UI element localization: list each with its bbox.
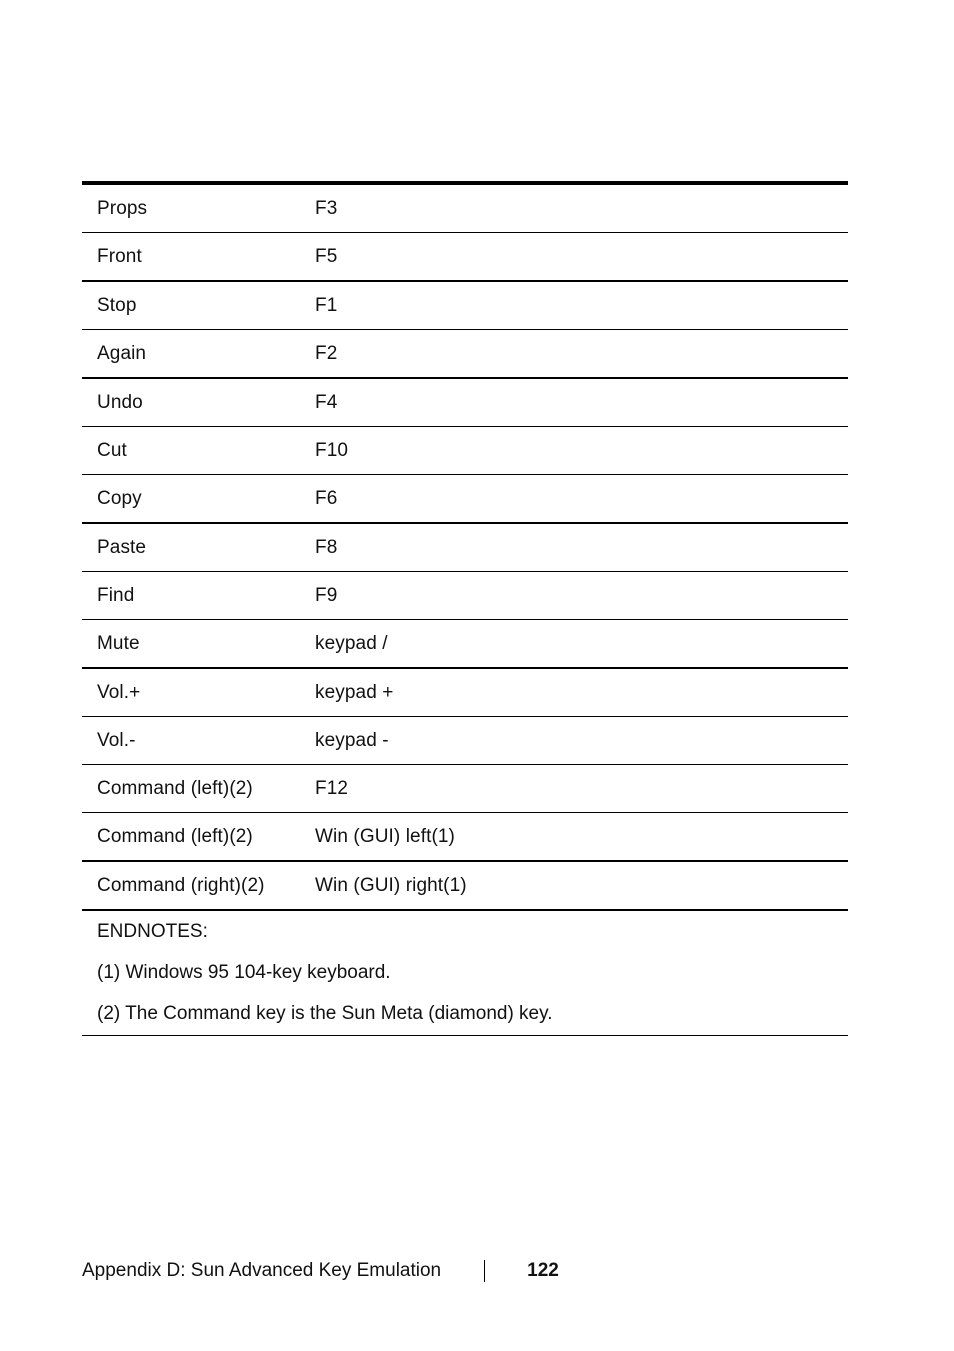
table-row (82, 669, 848, 717)
table-row (82, 282, 848, 330)
footer-separator (484, 1260, 485, 1282)
mapped-key-cell: Win (GUI) right(1) (315, 874, 467, 896)
page-footer (82, 1259, 559, 1283)
sun-key-cell: Again (97, 342, 147, 364)
mapped-key-cell: F9 (315, 584, 338, 606)
key-mapping-table (82, 181, 848, 1036)
mapped-key-cell: Win (GUI) left(1) (315, 825, 455, 847)
endnotes-heading: ENDNOTES: (97, 921, 208, 942)
sun-key-cell: Stop (97, 294, 137, 316)
mapped-key-cell: keypad / (315, 632, 388, 654)
mapped-key-cell: F2 (315, 342, 338, 364)
sun-key-cell: Vol.+ (97, 681, 141, 703)
mapped-key-cell: F8 (315, 536, 338, 558)
mapped-key-cell: F10 (315, 439, 349, 461)
sun-key-cell: Command (left)(2) (97, 777, 253, 799)
sun-key-cell: Front (97, 245, 142, 267)
table-row (82, 813, 848, 862)
table-row (82, 330, 848, 379)
endnotes-section (82, 911, 848, 1036)
sun-key-cell: Command (left)(2) (97, 825, 253, 847)
sun-key-cell: Cut (97, 439, 127, 461)
table-row (82, 379, 848, 427)
mapped-key-cell: keypad + (315, 681, 394, 703)
mapped-key-cell: F4 (315, 391, 338, 413)
mapped-key-cell: F12 (315, 777, 349, 799)
mapped-key-cell: keypad - (315, 729, 389, 751)
table-row (82, 233, 848, 282)
footer-section-title: Appendix D: Sun Advanced Key Emulation (82, 1260, 442, 1281)
mapped-key-cell: F3 (315, 197, 338, 219)
page-number: 122 (527, 1260, 559, 1281)
table-row (82, 717, 848, 765)
endnote-item: (2) The Command key is the Sun Meta (diamond) key. (97, 1003, 553, 1024)
table-row (82, 185, 848, 233)
sun-key-cell: Find (97, 584, 135, 606)
sun-key-cell: Mute (97, 632, 140, 654)
table-row (82, 572, 848, 620)
sun-key-cell: Props (97, 197, 148, 219)
table-row (82, 620, 848, 669)
mapped-key-cell: F5 (315, 245, 338, 267)
table-row (82, 475, 848, 524)
sun-key-cell: Undo (97, 391, 143, 413)
table-row (82, 427, 848, 475)
sun-key-cell: Vol.- (97, 729, 136, 751)
mapped-key-cell: F6 (315, 487, 338, 509)
endnote-item: (1) Windows 95 104-key keyboard. (97, 962, 391, 983)
table-row (82, 765, 848, 813)
table-row (82, 524, 848, 572)
mapped-key-cell: F1 (315, 294, 338, 316)
table-row (82, 862, 848, 911)
sun-key-cell: Command (right)(2) (97, 874, 265, 896)
sun-key-cell: Copy (97, 487, 142, 509)
sun-key-cell: Paste (97, 536, 147, 558)
